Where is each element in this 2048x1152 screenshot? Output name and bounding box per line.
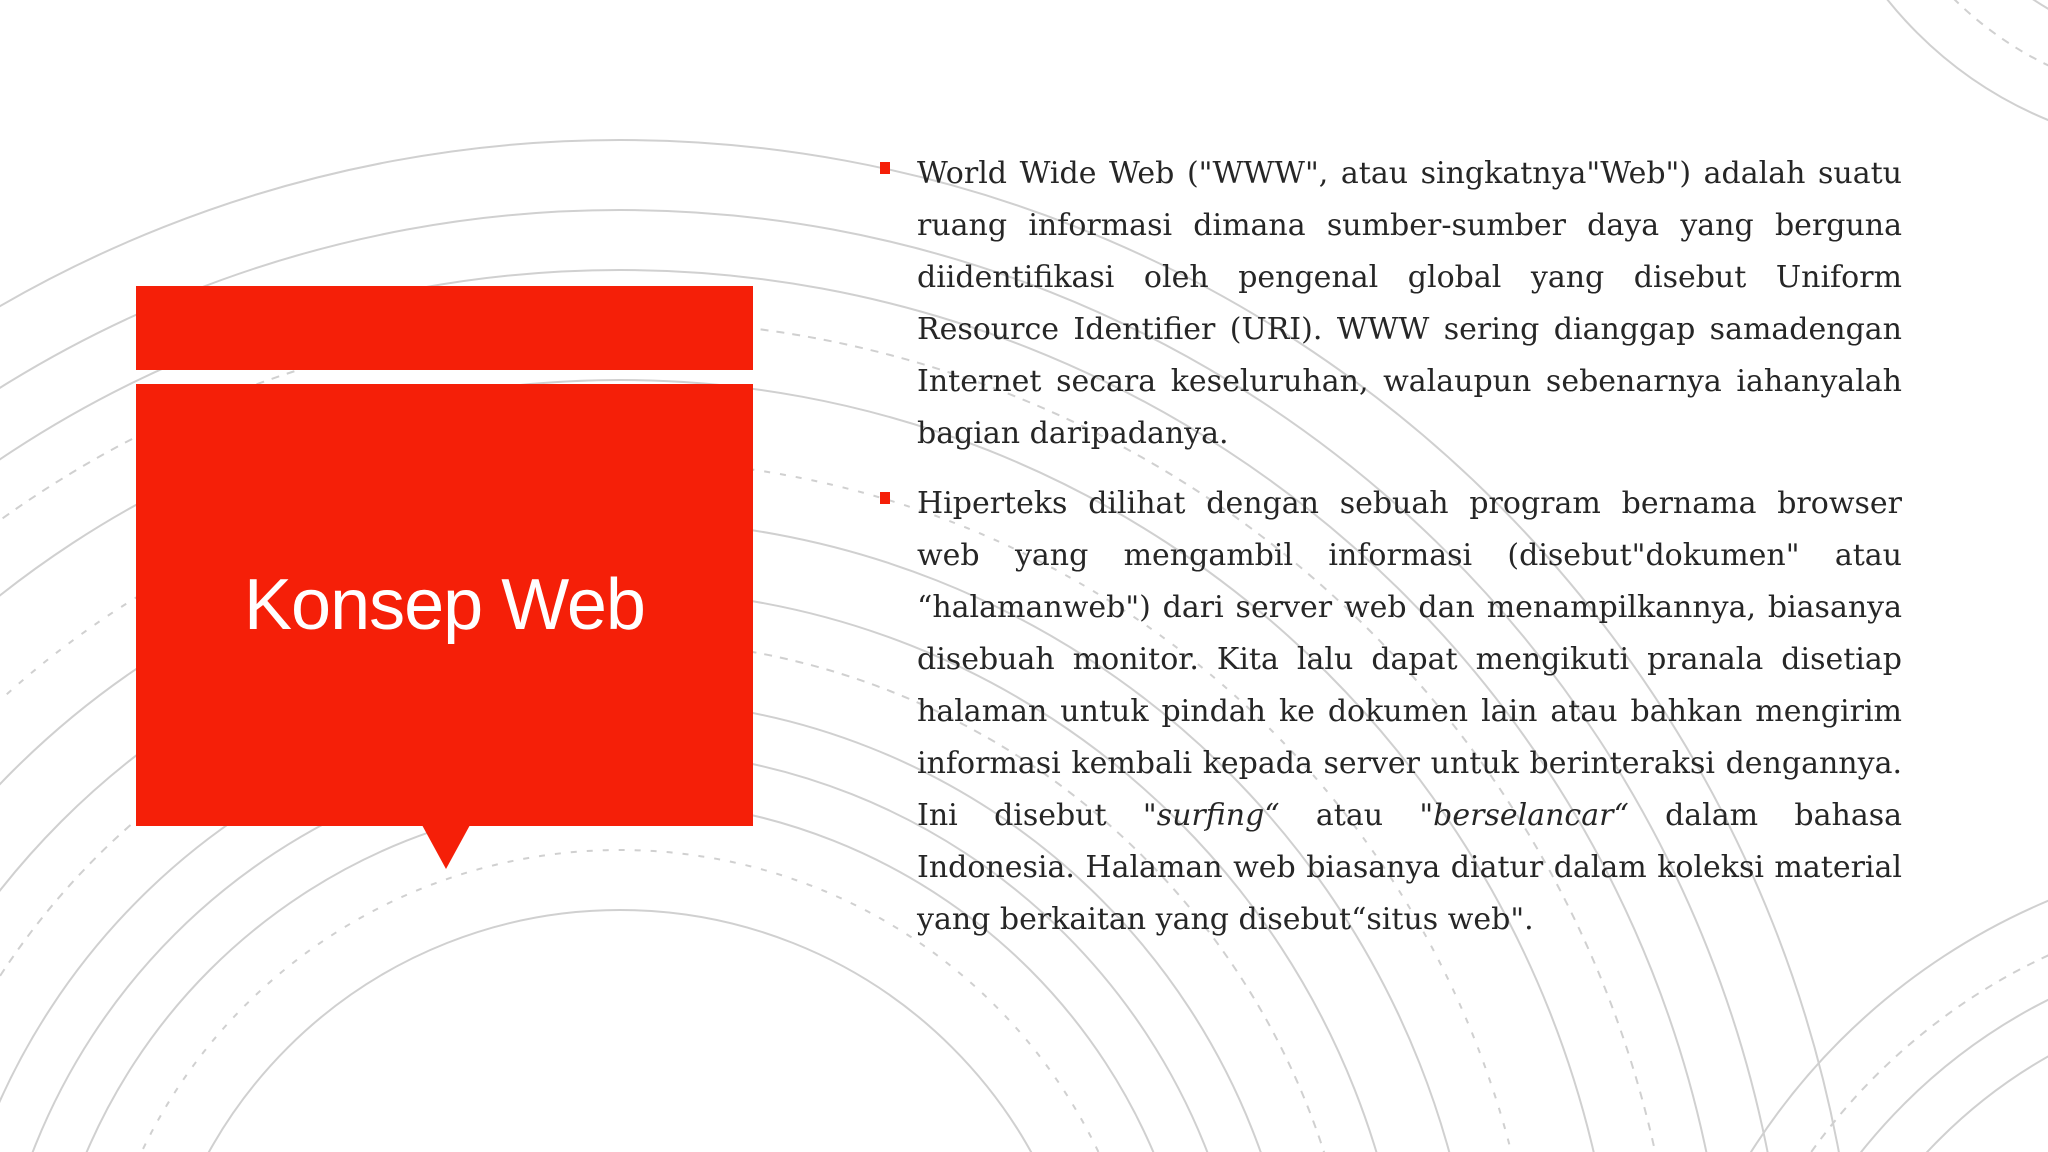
callout-pointer (422, 825, 470, 869)
bullet-text-part: Hiperteks dilihat dengan sebuah program bernama browser web yang mengambil informasi (disebut"dokumen" atau “halamanweb") dari server web dan menampilkannya, biasanya disebuah monitor. Kita lalu dapat mengikuti pranala disetiap halaman untuk pindah ke dokumen lain atau bahkan mengirim informasi kembali kepada server untuk berinteraksi dengannya. Ini disebut (917, 486, 1902, 833)
bullet-text-part: atau (1279, 798, 1420, 833)
bullet-item-hiperteks (880, 478, 1902, 946)
bullet-text: World Wide Web ("WWW", atau singkatnya"Web") adalah suatu ruang informasi dimana sumber-sumber daya yang berguna diidentifikasi oleh pengenal global yang disebut Uniform Resource Identifier (URI). WWW sering dianggap samadengan Internet secara keseluruhan, walaupun sebenarnya iahanyalah bagian daripadanya. (917, 156, 1902, 451)
italic-term-berselancar: "berselancar“ (1419, 798, 1629, 833)
slide-title: Konsep Web (244, 565, 645, 645)
bullet-list (880, 148, 1902, 964)
title-accent-bar (136, 286, 753, 370)
italic-term-surfing: "surfing“ (1142, 798, 1280, 833)
bullet-text-part: dalam bahasa Indonesia. Halaman web biasanya diatur dalam koleksi material yang berkaitan yang disebut“situs web". (917, 798, 1902, 937)
bullet-square-icon (880, 492, 890, 504)
bullet-item-www (880, 148, 1902, 460)
bullet-square-icon (880, 162, 890, 174)
